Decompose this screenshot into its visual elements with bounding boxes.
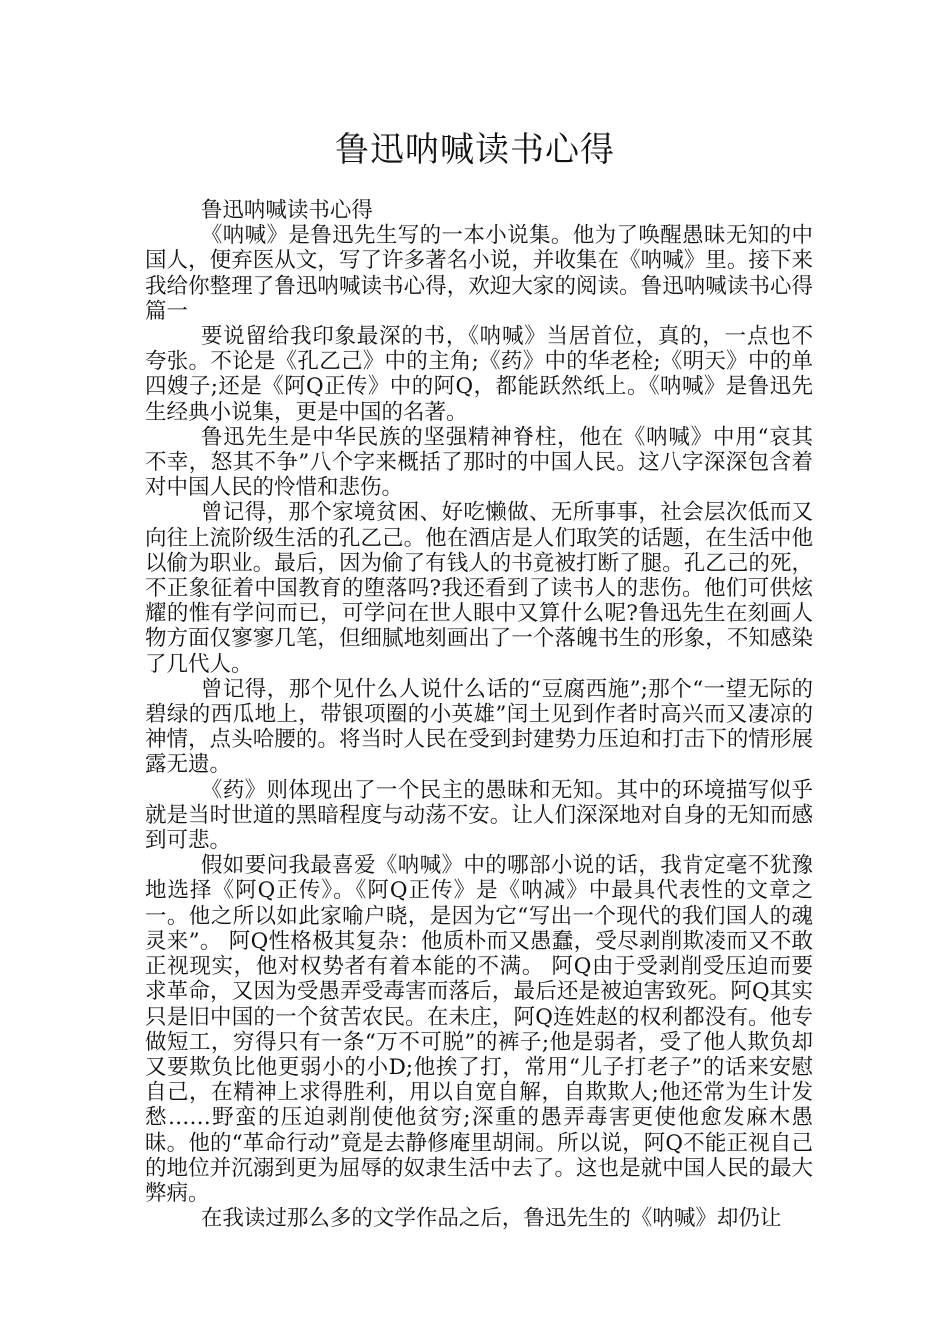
document-title: 鲁迅呐喊读书心得 [335,130,615,170]
paragraph: 曾记得，那个家境贫困、好吃懒做、无所事事，社会层次低而又向往上流阶级生活的孔乙己。他在酒店是人们取笑的话题，在生活中他以偷为职业。最后，因为偷了有钱人的书竟被打断了腿。孔乙己的死，不正象征着中国教育的堕落吗?我还看到了读书人的悲伤。他们可供炫耀的惟有学问而已，可学问在世人眼中又算什么呢?鲁迅先生在刻画人物方面仅寥寥几笔，但细腻地刻画出了一个落魄书生的形象，不知感染了几代人。 [145,500,813,677]
paragraph: 《药》则体现出了一个民主的愚昧和无知。其中的环境描写似乎就是当时世道的黑暗程度与动荡不安。让人们深深地对自身的无知而感到可悲。 [145,777,813,854]
paragraph: 鲁迅先生是中华民族的坚强精神脊柱，他在《呐喊》中用“哀其不幸，怒其不争”八个字来概括了那时的中国人民。这八字深深包含着对中国人民的怜惜和悲伤。 [145,424,813,501]
paragraph: 曾记得，那个见什么人说什么话的“豆腐西施”;那个“一望无际的碧绿的西瓜地上，带银项圈的小英雄”闰土见到作者时高兴而又凄凉的神情，点头哈腰的。将当时人民在受到封建势力压迫和打击下的情形展露无遗。 [145,676,813,778]
paragraph: 《呐喊》是鲁迅先生写的一本小说集。他为了唤醒愚昧无知的中国人，便弃医从文，写了许多著名小说，并收集在《呐喊》里。接下来我给你整理了鲁迅呐喊读书心得，欢迎大家的阅读。鲁迅呐喊读书心得篇一 [145,223,813,324]
paragraph: 要说留给我印象最深的书，《呐喊》当居首位，真的，一点也不夸张。不论是《孔乙己》中的主角;《药》中的华老栓;《明天》中的单四嫂子;还是《阿Q正传》中的阿Q，都能跃然纸上。《呐喊》是鲁迅先生经典小说集，更是中国的名著。 [145,324,813,425]
paragraph: 在我读过那么多的文学作品之后，鲁迅先生的《呐喊》却仍让 [200,1206,782,1232]
paragraph: 假如要问我最喜爱《呐喊》中的哪部小说的话，我肯定毫不犹豫地选择《阿Q正传》。《阿Q正传》是《呐减》中最具代表性的文章之一。他之所以如此家喻户晓，是因为它“写出一个现代的我们国人的魂灵来”。 阿Q性格极其复杂：他质朴而又愚蠢，受尽剥削欺凌而又不敢正视现实，他对权势者有着本能的不满。 阿Q由于受剥削受压迫而要求革命，又因为受愚弄受毒害而落后，最后还是被迫害致死。阿Q其实只是旧中国的一个贫苦农民。在未庄，阿Q连姓赵的权利都没有。他专做短工，穷得只有一条“万不可脱”的裤子;他是弱者，受了他人欺负却又要欺负比他更弱小的小D;他挨了打，常用“儿子打老子”的话来安慰自己，在精神上求得胜利，用以自宽自解，自欺欺人;他还常为生计发愁……野蛮的压迫剥削使他贫穷;深重的愚弄毒害更使他愈发麻木愚昧。他的“革命行动”竟是去静修庵里胡闹。所以说，阿Q不能正视自己的地位并沉溺到更为屈辱的奴隶生活中去了。这也是就中国人民的最大弊病。 [145,853,813,1206]
paragraph: 鲁迅呐喊读书心得 [200,198,373,223]
document-body [145,198,813,1231]
